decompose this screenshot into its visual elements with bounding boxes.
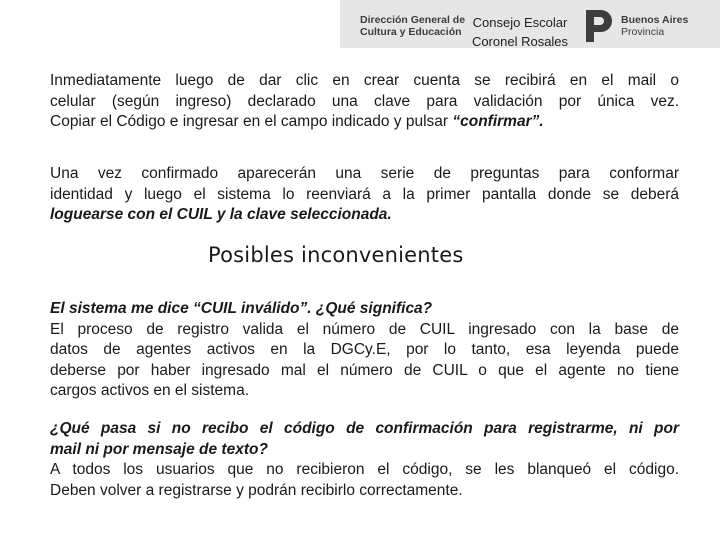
consejo-line1: Consejo Escolar [472,15,568,30]
paragraph-codigo [50,71,679,133]
p1-line1: Inmediatamente luego de dar clic en crear cuenta se recibirá en el mail o [50,72,679,89]
faq2-question-line2: mail ni por mensaje de texto? [50,440,268,458]
provincia-logo-line2: Provincia [621,26,665,38]
faq2-question-line1: ¿Qué pasa si no recibo el código de confirmación para registrarme, ni por [50,420,679,437]
p-letter-icon [584,8,614,44]
consejo-escolar-label [462,13,578,51]
p2-line2: identidad y luego el sistema lo reenviará a la primer pantalla donde se deberá [50,185,679,203]
faq2-answer-line1: A todos los usuarios que no recibieron el código, se les blanqueó el código. [50,461,679,478]
faq-codigo-no-recibido [50,419,679,501]
provincia-logo-line1: Buenos Aires [621,14,689,26]
faq1-answer-line2: datos de agentes activos en la DGCy.E, por lo tanto, esa leyenda puede [50,341,679,358]
faq-cuil-invalido [50,299,679,402]
paragraph-confirmado [50,164,679,226]
faq1-answer-line1: El proceso de registro valida el número de CUIL ingresado con la base de [50,320,679,338]
p1-line3-text: Copiar el Código e ingresar en el campo indicado y pulsar [50,113,453,130]
section-title: Posibles inconvenientes [208,243,464,267]
faq1-answer-line3: deberse por haber ingresado mal el número de CUIL o que el agente no tiene [50,361,679,379]
p1-line3 [50,112,679,133]
faq2-answer-line2: Deben volver a registrarse y podrán recibirlo correctamente. [50,481,463,499]
consejo-line2: Coronel Rosales [471,34,569,49]
p2-line3-emphasis: loguearse con el CUIL y la clave seleccionada. [50,206,392,223]
dgce-logo [360,14,465,38]
provincia-logo [621,14,688,38]
faq1-answer-line4: cargos activos en el sistema. [50,382,250,399]
faq1-question: El sistema me dice “CUIL inválido”. ¿Qué significa? [50,300,433,317]
confirmar-emphasis: “confirmar”. [452,113,544,130]
p1-line2: celular (según ingreso) declarado una clave para validación por única vez. [50,92,679,110]
dgce-logo-line1: Dirección General de [360,14,466,26]
dgce-logo-line2: Cultura y Educación [360,26,462,38]
p2-line1: Una vez confirmado aparecerán una serie de preguntas para conformar [50,165,679,182]
